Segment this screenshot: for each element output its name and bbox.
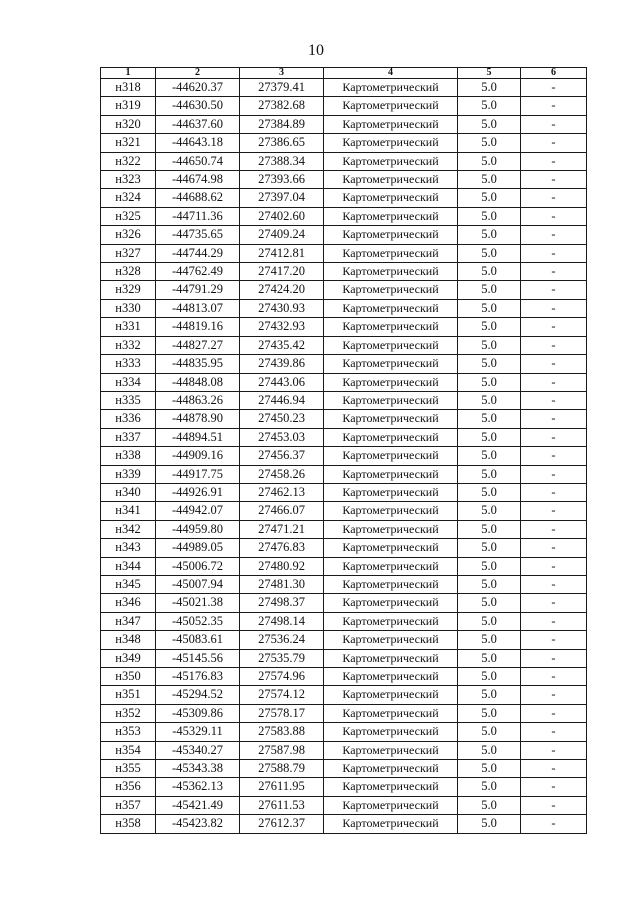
point-id-cell: н337 [101,428,156,446]
y-coordinate-cell: 27386.65 [240,134,324,152]
y-coordinate-cell: 27574.96 [240,668,324,686]
x-coordinate-cell: -44650.74 [156,152,240,170]
accuracy-cell: 5.0 [458,502,521,520]
table-row [101,502,587,520]
method-cell: Картометрический [324,410,458,428]
method-cell: Картометрический [324,189,458,207]
method-cell: Картометрический [324,226,458,244]
x-coordinate-cell: -45145.56 [156,649,240,667]
point-id-cell: н336 [101,410,156,428]
note-cell: - [521,796,587,814]
y-coordinate-cell: 27583.88 [240,723,324,741]
table-row [101,373,587,391]
x-coordinate-cell: -45421.49 [156,796,240,814]
note-cell: - [521,502,587,520]
note-cell: - [521,373,587,391]
table-row [101,760,587,778]
y-coordinate-cell: 27611.53 [240,796,324,814]
point-id-cell: н344 [101,557,156,575]
method-cell: Картометрический [324,299,458,317]
x-coordinate-cell: -45052.35 [156,612,240,630]
accuracy-cell: 5.0 [458,557,521,575]
y-coordinate-cell: 27435.42 [240,336,324,354]
point-id-cell: н350 [101,668,156,686]
y-coordinate-cell: 27481.30 [240,575,324,593]
note-cell: - [521,539,587,557]
accuracy-cell: 5.0 [458,318,521,336]
note-cell: - [521,391,587,409]
method-cell: Картометрический [324,134,458,152]
table-row [101,520,587,538]
note-cell: - [521,741,587,759]
x-coordinate-cell: -44989.05 [156,539,240,557]
note-cell: - [521,226,587,244]
point-id-cell: н343 [101,539,156,557]
y-coordinate-cell: 27498.14 [240,612,324,630]
method-cell: Картометрический [324,704,458,722]
note-cell: - [521,299,587,317]
x-coordinate-cell: -44917.75 [156,465,240,483]
table-row [101,318,587,336]
accuracy-cell: 5.0 [458,686,521,704]
method-cell: Картометрический [324,428,458,446]
method-cell: Картометрический [324,612,458,630]
note-cell: - [521,171,587,189]
method-cell: Картометрический [324,723,458,741]
method-cell: Картометрический [324,171,458,189]
y-coordinate-cell: 27393.66 [240,171,324,189]
method-cell: Картометрический [324,115,458,133]
x-coordinate-cell: -44630.50 [156,97,240,115]
accuracy-cell: 5.0 [458,355,521,373]
method-cell: Картометрический [324,668,458,686]
header-col-2: 2 [156,68,240,79]
point-id-cell: н320 [101,115,156,133]
note-cell: - [521,189,587,207]
point-id-cell: н338 [101,447,156,465]
point-id-cell: н324 [101,189,156,207]
table-row [101,134,587,152]
table-row [101,539,587,557]
x-coordinate-cell: -44926.91 [156,483,240,501]
y-coordinate-cell: 27578.17 [240,704,324,722]
x-coordinate-cell: -44863.26 [156,391,240,409]
y-coordinate-cell: 27439.86 [240,355,324,373]
note-cell: - [521,410,587,428]
note-cell: - [521,355,587,373]
accuracy-cell: 5.0 [458,612,521,630]
table-row [101,686,587,704]
table-row [101,704,587,722]
note-cell: - [521,649,587,667]
accuracy-cell: 5.0 [458,428,521,446]
point-id-cell: н341 [101,502,156,520]
note-cell: - [521,520,587,538]
x-coordinate-cell: -45343.38 [156,760,240,778]
point-id-cell: н323 [101,171,156,189]
note-cell: - [521,447,587,465]
table-row [101,152,587,170]
accuracy-cell: 5.0 [458,336,521,354]
table-row [101,336,587,354]
y-coordinate-cell: 27397.04 [240,189,324,207]
accuracy-cell: 5.0 [458,373,521,391]
note-cell: - [521,97,587,115]
note-cell: - [521,612,587,630]
method-cell: Картометрический [324,778,458,796]
note-cell: - [521,815,587,833]
y-coordinate-cell: 27446.94 [240,391,324,409]
point-id-cell: н339 [101,465,156,483]
note-cell: - [521,557,587,575]
note-cell: - [521,631,587,649]
method-cell: Картометрический [324,741,458,759]
point-id-cell: н347 [101,612,156,630]
header-col-6: 6 [521,68,587,79]
table-body [101,79,587,834]
header-col-4: 4 [324,68,458,79]
accuracy-cell: 5.0 [458,115,521,133]
table-row [101,189,587,207]
table-row [101,263,587,281]
x-coordinate-cell: -44959.80 [156,520,240,538]
point-id-cell: н352 [101,704,156,722]
y-coordinate-cell: 27588.79 [240,760,324,778]
y-coordinate-cell: 27480.92 [240,557,324,575]
x-coordinate-cell: -45006.72 [156,557,240,575]
note-cell: - [521,281,587,299]
method-cell: Картометрический [324,244,458,262]
note-cell: - [521,263,587,281]
accuracy-cell: 5.0 [458,483,521,501]
table-row [101,391,587,409]
y-coordinate-cell: 27382.68 [240,97,324,115]
note-cell: - [521,244,587,262]
x-coordinate-cell: -45083.61 [156,631,240,649]
note-cell: - [521,465,587,483]
point-id-cell: н328 [101,263,156,281]
x-coordinate-cell: -44762.49 [156,263,240,281]
x-coordinate-cell: -44942.07 [156,502,240,520]
point-id-cell: н335 [101,391,156,409]
table-row [101,97,587,115]
y-coordinate-cell: 27476.83 [240,539,324,557]
y-coordinate-cell: 27536.24 [240,631,324,649]
y-coordinate-cell: 27424.20 [240,281,324,299]
note-cell: - [521,575,587,593]
point-id-cell: н326 [101,226,156,244]
accuracy-cell: 5.0 [458,226,521,244]
note-cell: - [521,668,587,686]
point-id-cell: н357 [101,796,156,814]
accuracy-cell: 5.0 [458,778,521,796]
table-row [101,447,587,465]
point-id-cell: н321 [101,134,156,152]
point-id-cell: н356 [101,778,156,796]
x-coordinate-cell: -45362.13 [156,778,240,796]
accuracy-cell: 5.0 [458,815,521,833]
method-cell: Картометрический [324,263,458,281]
method-cell: Картометрический [324,594,458,612]
method-cell: Картометрический [324,557,458,575]
method-cell: Картометрический [324,483,458,501]
x-coordinate-cell: -45423.82 [156,815,240,833]
x-coordinate-cell: -44620.37 [156,79,240,97]
x-coordinate-cell: -44813.07 [156,299,240,317]
table-row [101,631,587,649]
method-cell: Картометрический [324,207,458,225]
y-coordinate-cell: 27466.07 [240,502,324,520]
point-id-cell: н351 [101,686,156,704]
x-coordinate-cell: -44819.16 [156,318,240,336]
note-cell: - [521,686,587,704]
y-coordinate-cell: 27430.93 [240,299,324,317]
y-coordinate-cell: 27471.21 [240,520,324,538]
x-coordinate-cell: -44744.29 [156,244,240,262]
point-id-cell: н358 [101,815,156,833]
y-coordinate-cell: 27587.98 [240,741,324,759]
accuracy-cell: 5.0 [458,263,521,281]
note-cell: - [521,428,587,446]
x-coordinate-cell: -45340.27 [156,741,240,759]
note-cell: - [521,704,587,722]
accuracy-cell: 5.0 [458,575,521,593]
y-coordinate-cell: 27388.34 [240,152,324,170]
note-cell: - [521,336,587,354]
method-cell: Картометрический [324,355,458,373]
point-id-cell: н334 [101,373,156,391]
point-id-cell: н355 [101,760,156,778]
y-coordinate-cell: 27574.12 [240,686,324,704]
x-coordinate-cell: -44711.36 [156,207,240,225]
note-cell: - [521,115,587,133]
x-coordinate-cell: -45176.83 [156,668,240,686]
note-cell: - [521,778,587,796]
point-id-cell: н345 [101,575,156,593]
table-row [101,741,587,759]
y-coordinate-cell: 27612.37 [240,815,324,833]
note-cell: - [521,760,587,778]
note-cell: - [521,594,587,612]
x-coordinate-cell: -45329.11 [156,723,240,741]
accuracy-cell: 5.0 [458,594,521,612]
point-id-cell: н332 [101,336,156,354]
table-row [101,723,587,741]
accuracy-cell: 5.0 [458,189,521,207]
accuracy-cell: 5.0 [458,134,521,152]
y-coordinate-cell: 27456.37 [240,447,324,465]
table-row [101,557,587,575]
point-id-cell: н340 [101,483,156,501]
method-cell: Картометрический [324,502,458,520]
x-coordinate-cell: -45309.86 [156,704,240,722]
point-id-cell: н318 [101,79,156,97]
header-col-5: 5 [458,68,521,79]
point-id-cell: н333 [101,355,156,373]
accuracy-cell: 5.0 [458,447,521,465]
accuracy-cell: 5.0 [458,465,521,483]
x-coordinate-cell: -44735.65 [156,226,240,244]
x-coordinate-cell: -45007.94 [156,575,240,593]
table-row [101,281,587,299]
accuracy-cell: 5.0 [458,152,521,170]
accuracy-cell: 5.0 [458,741,521,759]
accuracy-cell: 5.0 [458,171,521,189]
table-row [101,244,587,262]
header-col-3: 3 [240,68,324,79]
accuracy-cell: 5.0 [458,704,521,722]
table-row [101,575,587,593]
y-coordinate-cell: 27443.06 [240,373,324,391]
method-cell: Картометрический [324,152,458,170]
note-cell: - [521,152,587,170]
x-coordinate-cell: -44674.98 [156,171,240,189]
x-coordinate-cell: -44791.29 [156,281,240,299]
y-coordinate-cell: 27458.26 [240,465,324,483]
table-row [101,115,587,133]
accuracy-cell: 5.0 [458,649,521,667]
accuracy-cell: 5.0 [458,281,521,299]
table-row [101,796,587,814]
table-header-row [101,68,587,79]
table-row [101,483,587,501]
x-coordinate-cell: -44878.90 [156,410,240,428]
method-cell: Картометрический [324,97,458,115]
accuracy-cell: 5.0 [458,79,521,97]
y-coordinate-cell: 27453.03 [240,428,324,446]
header-col-1: 1 [101,68,156,79]
x-coordinate-cell: -45294.52 [156,686,240,704]
x-coordinate-cell: -44688.62 [156,189,240,207]
coordinates-table [100,67,587,834]
method-cell: Картометрический [324,281,458,299]
y-coordinate-cell: 27450.23 [240,410,324,428]
accuracy-cell: 5.0 [458,391,521,409]
accuracy-cell: 5.0 [458,97,521,115]
method-cell: Картометрический [324,649,458,667]
table-row [101,299,587,317]
y-coordinate-cell: 27432.93 [240,318,324,336]
method-cell: Картометрический [324,465,458,483]
method-cell: Картометрический [324,760,458,778]
y-coordinate-cell: 27498.37 [240,594,324,612]
table-row [101,207,587,225]
y-coordinate-cell: 27417.20 [240,263,324,281]
method-cell: Картометрический [324,79,458,97]
note-cell: - [521,79,587,97]
table-row [101,668,587,686]
table-row [101,612,587,630]
method-cell: Картометрический [324,318,458,336]
y-coordinate-cell: 27402.60 [240,207,324,225]
note-cell: - [521,483,587,501]
table-row [101,465,587,483]
table-row [101,778,587,796]
point-id-cell: н329 [101,281,156,299]
x-coordinate-cell: -44894.51 [156,428,240,446]
x-coordinate-cell: -44848.08 [156,373,240,391]
table-row [101,594,587,612]
table-row [101,355,587,373]
y-coordinate-cell: 27535.79 [240,649,324,667]
method-cell: Картометрический [324,575,458,593]
method-cell: Картометрический [324,447,458,465]
accuracy-cell: 5.0 [458,539,521,557]
method-cell: Картометрический [324,686,458,704]
table-row [101,410,587,428]
accuracy-cell: 5.0 [458,244,521,262]
method-cell: Картометрический [324,391,458,409]
page-number: 10 [308,42,324,59]
y-coordinate-cell: 27412.81 [240,244,324,262]
table-row [101,226,587,244]
note-cell: - [521,723,587,741]
accuracy-cell: 5.0 [458,299,521,317]
method-cell: Картометрический [324,373,458,391]
point-id-cell: н353 [101,723,156,741]
y-coordinate-cell: 27379.41 [240,79,324,97]
y-coordinate-cell: 27611.95 [240,778,324,796]
accuracy-cell: 5.0 [458,520,521,538]
accuracy-cell: 5.0 [458,760,521,778]
method-cell: Картометрический [324,815,458,833]
accuracy-cell: 5.0 [458,207,521,225]
point-id-cell: н354 [101,741,156,759]
y-coordinate-cell: 27409.24 [240,226,324,244]
accuracy-cell: 5.0 [458,668,521,686]
table-row [101,79,587,97]
point-id-cell: н327 [101,244,156,262]
method-cell: Картометрический [324,336,458,354]
point-id-cell: н325 [101,207,156,225]
note-cell: - [521,318,587,336]
point-id-cell: н346 [101,594,156,612]
accuracy-cell: 5.0 [458,410,521,428]
y-coordinate-cell: 27462.13 [240,483,324,501]
y-coordinate-cell: 27384.89 [240,115,324,133]
x-coordinate-cell: -45021.38 [156,594,240,612]
method-cell: Картометрический [324,539,458,557]
point-id-cell: н342 [101,520,156,538]
point-id-cell: н322 [101,152,156,170]
note-cell: - [521,134,587,152]
x-coordinate-cell: -44835.95 [156,355,240,373]
table-row [101,428,587,446]
method-cell: Картометрический [324,631,458,649]
method-cell: Картометрический [324,520,458,538]
point-id-cell: н348 [101,631,156,649]
method-cell: Картометрический [324,796,458,814]
table-row [101,815,587,833]
x-coordinate-cell: -44909.16 [156,447,240,465]
note-cell: - [521,207,587,225]
point-id-cell: н330 [101,299,156,317]
accuracy-cell: 5.0 [458,631,521,649]
table-row [101,649,587,667]
x-coordinate-cell: -44827.27 [156,336,240,354]
accuracy-cell: 5.0 [458,796,521,814]
point-id-cell: н349 [101,649,156,667]
x-coordinate-cell: -44637.60 [156,115,240,133]
x-coordinate-cell: -44643.18 [156,134,240,152]
point-id-cell: н319 [101,97,156,115]
accuracy-cell: 5.0 [458,723,521,741]
point-id-cell: н331 [101,318,156,336]
table-row [101,171,587,189]
